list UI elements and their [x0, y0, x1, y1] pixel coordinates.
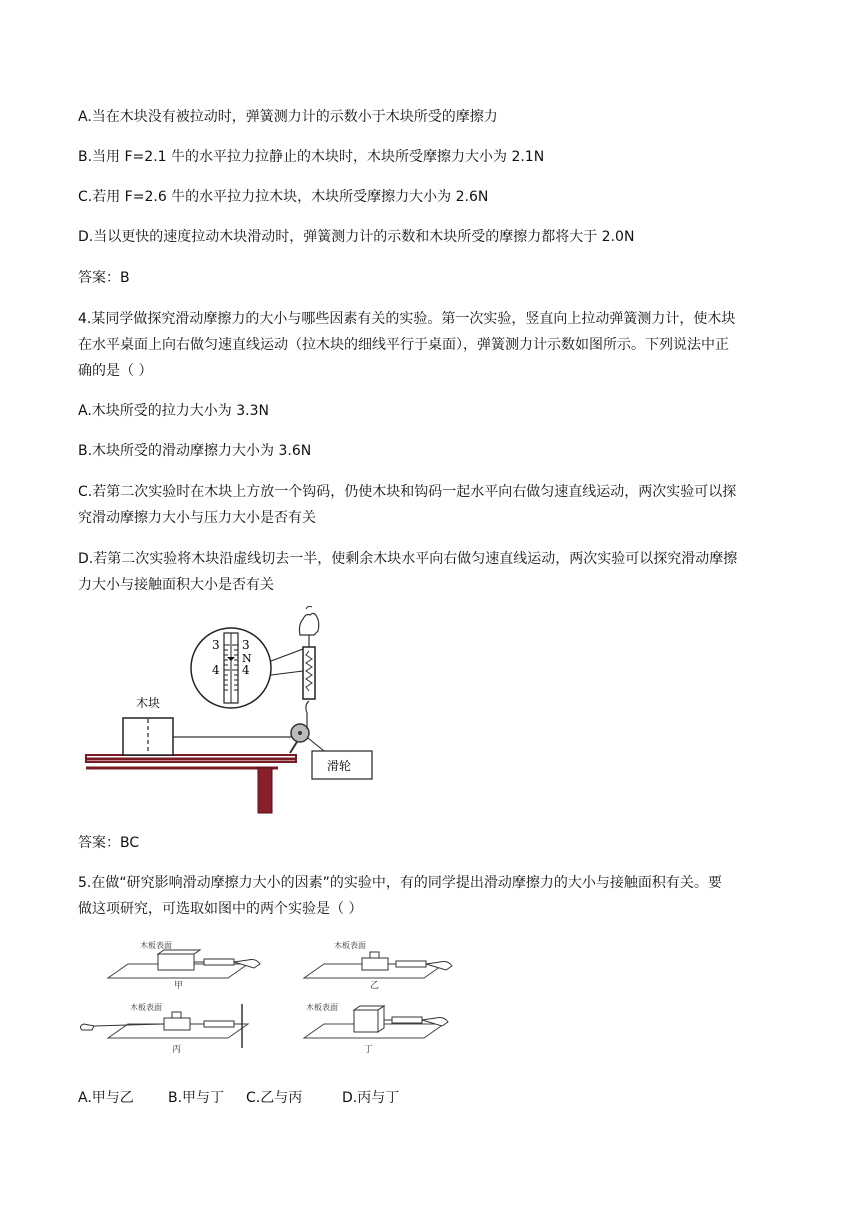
q4-option-a: A.木块所受的拉力大小为 3.3N — [78, 403, 269, 419]
q3-answer: 答案：B — [78, 270, 130, 286]
q4-stem-line: 4.某同学做探究滑动摩擦力的大小与哪些因素有关的实验。第一次实验，竖直向上拉动弹簧测力计，使木块 — [78, 311, 736, 327]
name-jia: 甲 — [174, 981, 184, 991]
q5-stem — [78, 870, 788, 922]
label-bing: 木板表面 — [130, 1003, 162, 1012]
name-bing: 丙 — [172, 1045, 182, 1055]
table-leg — [258, 768, 272, 813]
q4-option-c-line: C.若第二次实验时在木块上方放一个钩码，仍使木块和钩码一起水平向右做匀速直线运动，两次实验可以探 — [78, 484, 737, 500]
name-yi: 乙 — [370, 981, 380, 991]
scale-unit: N — [242, 652, 252, 665]
q5-option-b: B.甲与丁 — [168, 1090, 225, 1106]
label-ding: 木板表面 — [306, 1003, 338, 1012]
q5-option-a: A.甲与乙 — [78, 1090, 134, 1106]
name-ding: 丁 — [364, 1045, 374, 1055]
q4-option-d-line: 力大小与接触面积大小是否有关 — [78, 577, 274, 593]
scale-right-top: 3 — [242, 638, 250, 652]
q4-option-c — [78, 479, 788, 531]
q3-option-d: D.当以更快的速度拉动木块滑动时，弹簧测力计的示数和木块所受的摩擦力都将大于 2.0N — [78, 229, 635, 245]
q5-options — [78, 1087, 399, 1109]
q5-option-c: C.乙与丙 — [246, 1090, 303, 1106]
label-yi: 木板表面 — [334, 941, 366, 950]
q4-option-c-line: 究滑动摩擦力大小与压力大小是否有关 — [78, 510, 316, 526]
scale-right-bottom: 4 — [242, 663, 250, 677]
q5-option-d: D.丙与丁 — [342, 1090, 400, 1106]
q5-experiment-figure — [78, 940, 478, 1062]
scale-left-bottom: 4 — [212, 663, 220, 677]
hand-icon — [299, 613, 318, 635]
panel-bing — [80, 1002, 248, 1055]
q3-option-a: A.当在木块没有被拉动时，弹簧测力计的示数小于木块所受的摩擦力 — [78, 109, 498, 125]
pulley-label: 滑轮 — [327, 759, 352, 773]
panel-jia — [108, 940, 260, 991]
label-jia: 木板表面 — [140, 941, 172, 950]
q3-option-c: C.若用 F=2.6 牛的水平拉力拉木块，木块所受摩擦力大小为 2.6N — [78, 189, 489, 205]
q4-option-b: B.木块所受的滑动摩擦力大小为 3.6N — [78, 443, 312, 459]
q4-stem-line: 确的是（ ） — [78, 363, 153, 379]
panel-ding — [304, 1002, 448, 1055]
q4-stem — [78, 306, 788, 384]
q4-option-d-line: D.若第二次实验将木块沿虚线切去一半，使剩余木块水平向右做匀速直线运动，两次实验可以探究滑动摩擦 — [78, 551, 738, 567]
q4-stem-line: 在水平桌面上向右做匀速直线运动（拉木块的细线平行于桌面），弹簧测力计示数如图所示。下列说法中正 — [78, 337, 729, 353]
panel-yi — [304, 940, 452, 991]
scale-left-top: 3 — [212, 638, 220, 652]
q3-option-b: B.当用 F=2.1 牛的水平拉力拉静止的木块时，木块所受摩擦力大小为 2.1N — [78, 149, 545, 165]
q4-experiment-figure — [78, 605, 408, 820]
q4-answer: 答案：BC — [78, 835, 140, 851]
q5-stem-line: 做这项研究，可选取如图中的两个实验是（ ） — [78, 901, 363, 917]
q4-option-d — [78, 546, 788, 598]
q5-stem-line: 5.在做“研究影响滑动摩擦力大小的因素”的实验中，有的同学提出滑动摩擦力的大小与接触面积有关。要 — [78, 875, 722, 891]
block-label: 木块 — [136, 696, 161, 710]
